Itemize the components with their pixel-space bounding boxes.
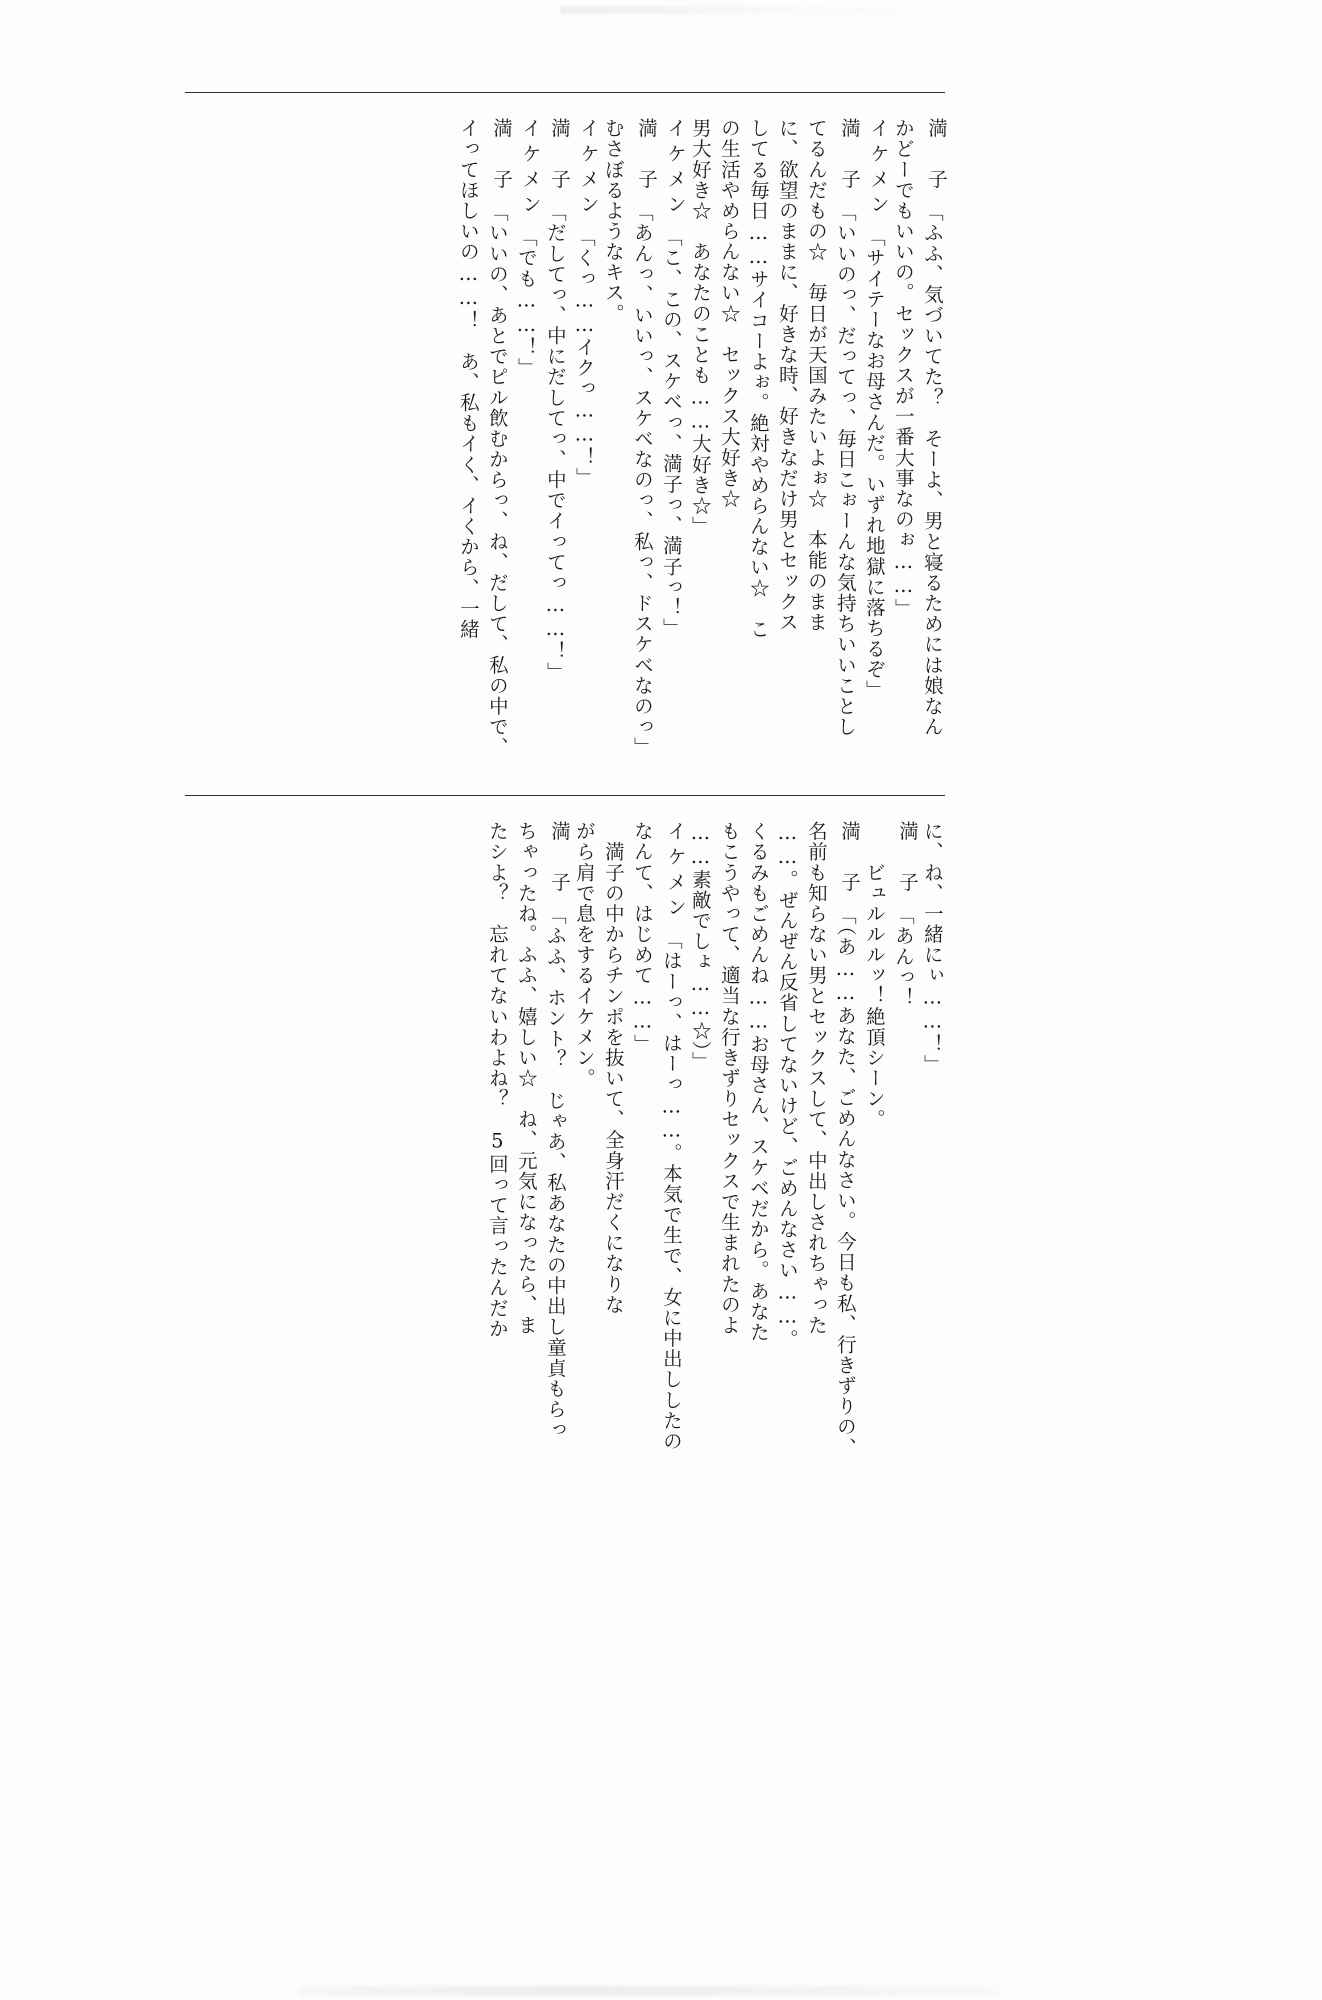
speaker-label: 満 子 xyxy=(548,821,571,898)
text-line xyxy=(458,118,481,788)
line-text: 「ふふ、気づいてた？ そーよ、男と寝るためには娘なん xyxy=(920,202,944,737)
line-text: 「くっ……イクっ……！」 xyxy=(572,227,596,489)
line-text: してる毎日……サイコーよぉ。絶対やめらんない☆ こ xyxy=(746,118,770,640)
line-text: ……。ぜんぜん反省してないけど、ごめんなさい……。 xyxy=(775,821,799,1350)
text-line xyxy=(690,821,713,1541)
scan-artifact-bottom xyxy=(300,1986,1000,1996)
speaker-label: 満 子 xyxy=(838,118,861,195)
text-line xyxy=(487,821,510,1541)
speaker-label: イケメン xyxy=(664,118,687,220)
line-text: くるみもごめんね……お母さん、スケベだから。あなた xyxy=(746,821,770,1343)
text-line xyxy=(574,821,597,1541)
text-line xyxy=(833,821,861,1541)
text-line xyxy=(514,118,542,788)
text-line xyxy=(603,118,626,788)
text-line xyxy=(659,118,687,788)
text-line xyxy=(659,821,687,1541)
text-line xyxy=(748,821,771,1541)
line-text: 男大好き☆ あなたのことも……大好き☆」 xyxy=(688,118,712,537)
speaker-label: 満 子 xyxy=(635,118,658,195)
line-text: ちゃったね。ふふ、嬉しい☆ ね、元気になったら、ま xyxy=(514,821,538,1336)
line-text: 「あんっ！ xyxy=(891,905,915,1008)
vertical-text-columns-lower xyxy=(185,821,945,1541)
line-text: がら肩で息をするイケメン。 xyxy=(572,821,596,1089)
text-line xyxy=(833,118,861,788)
line-text: たシよ？ 忘れてないわよね？ 5回って言ったんだか xyxy=(485,821,509,1339)
text-line xyxy=(572,118,600,788)
text-line xyxy=(864,821,887,1541)
text-line xyxy=(806,118,829,788)
horizontal-rule-upper xyxy=(185,92,945,93)
line-text: 「だしてっ、中にだしてっ、中でイってっ……！」 xyxy=(543,202,567,683)
line-text: 「いいの、あとでピル飲むからっ、ね、だして、私の中で、 xyxy=(485,202,509,758)
text-line xyxy=(922,821,945,1541)
speaker-label: 満 子 xyxy=(490,118,513,195)
text-block-lower xyxy=(185,795,945,1555)
text-line xyxy=(893,118,916,788)
text-line xyxy=(748,118,771,788)
line-text: に、ね、一緒にぃ……！」 xyxy=(920,821,944,1075)
vertical-text-columns-upper xyxy=(185,118,948,788)
text-block-upper xyxy=(185,92,948,792)
speaker-label: 満 子 xyxy=(548,118,571,195)
line-text: の生活やめらんない☆ セックス大好き☆ xyxy=(717,118,741,509)
horizontal-rule-lower xyxy=(185,795,945,796)
line-text: ビュルルルッ！絶頂シーン。 xyxy=(862,821,886,1130)
line-text: もこうやって、適当な行きずりセックスで生まれたのよ xyxy=(717,821,741,1336)
scan-artifact-top xyxy=(560,6,980,14)
text-line xyxy=(806,821,829,1541)
text-line xyxy=(719,118,742,788)
text-line xyxy=(630,118,658,788)
line-text: むさぼるようなキス。 xyxy=(601,118,625,324)
speaker-label: イケメン xyxy=(867,118,890,220)
speaker-label: 満 子 xyxy=(838,821,861,898)
text-line xyxy=(543,118,571,788)
line-text: に、欲望のままに、好きな時、好きなだけ男とセックス xyxy=(775,118,799,633)
line-text: 「いいのっ、だってっ、毎日こぉーんな気持ちいいことし xyxy=(833,202,857,737)
speaker-label: 満 子 xyxy=(896,821,919,898)
speaker-label: イケメン xyxy=(519,118,542,220)
speaker-label: 満 子 xyxy=(925,118,948,195)
text-line xyxy=(920,118,948,788)
text-line xyxy=(632,821,655,1541)
line-text: 「はーっ、はーっ……。本気で生で、女に中出ししたの xyxy=(659,930,683,1452)
line-text: 「こ、この、スケベっ、満子っ、満子っ！」 xyxy=(659,227,683,639)
line-text: ……素敵でしょ……☆）」 xyxy=(688,821,712,1073)
line-text: 「でも……！」 xyxy=(514,227,538,379)
text-line xyxy=(891,821,919,1541)
line-text: 満子の中からチンポを抜いて、全身汗だくになりな xyxy=(601,821,625,1315)
line-text: かどーでもいいの。セックスが一番大事なのぉ……」 xyxy=(891,118,915,619)
text-line xyxy=(603,821,626,1541)
text-line xyxy=(485,118,513,788)
text-line xyxy=(516,821,539,1541)
line-text: てるんだもの☆ 毎日が天国みたいよぉ☆ 本能のまま xyxy=(804,118,828,633)
speaker-label: イケメン xyxy=(664,821,687,923)
speaker-label: イケメン xyxy=(577,118,600,220)
text-line xyxy=(719,821,742,1541)
line-text: なんて、はじめて……」 xyxy=(630,821,654,1055)
text-line xyxy=(777,821,800,1541)
text-line xyxy=(777,118,800,788)
text-line xyxy=(543,821,571,1541)
line-text: 「ふふ、ホント？ じゃあ、私あなたの中出し童貞もらっ xyxy=(543,905,567,1440)
line-text: 「サイテーなお母さんだ。いずれ地獄に落ちるぞ」 xyxy=(862,227,886,701)
line-text: 「（あ……あなた、ごめんなさい。今日も私、行きずりの、 xyxy=(833,905,857,1458)
text-line xyxy=(690,118,713,788)
line-text: 名前も知らない男とセックスして、中出しされちゃった xyxy=(804,821,828,1336)
line-text: イってほしいの……！ あ、私もイく、イくから、一緒 xyxy=(456,118,480,640)
text-line xyxy=(862,118,890,788)
line-text: 「あんっ、いいっ、スケベなのっ、私っ、ドスケベなのっ」 xyxy=(630,202,654,758)
